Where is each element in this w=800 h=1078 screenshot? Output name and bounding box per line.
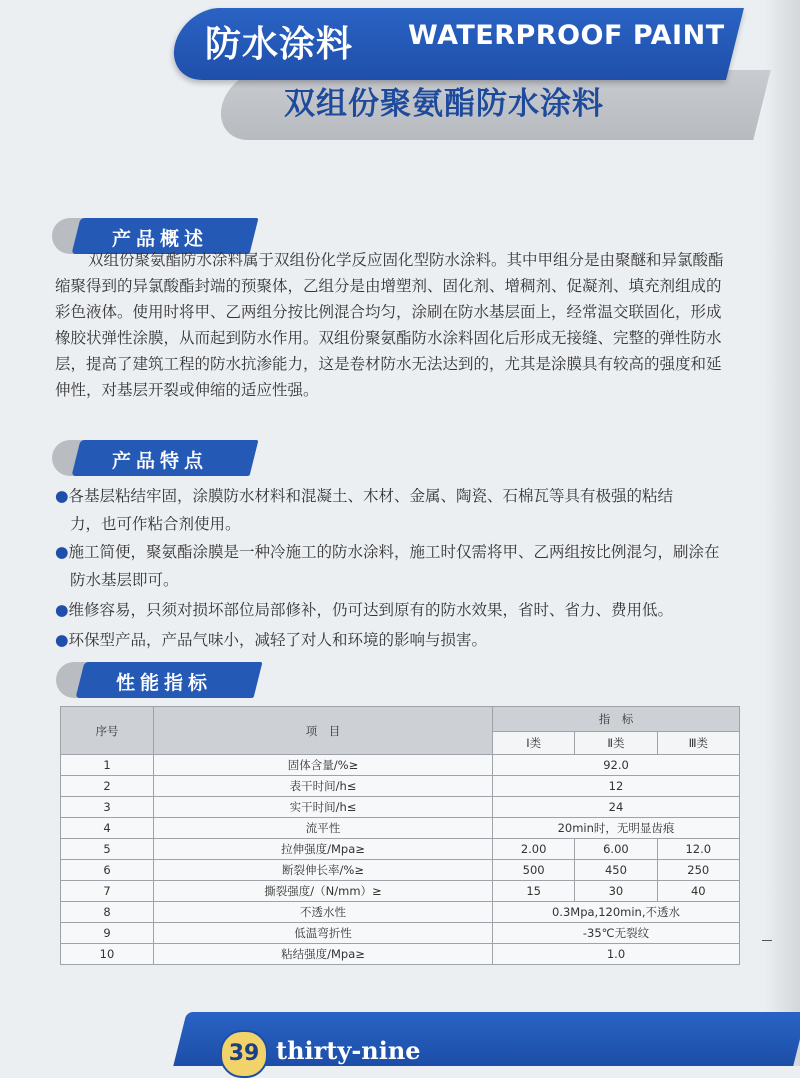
- cell-no: 9: [61, 923, 154, 944]
- cell-item: 低温弯折性: [154, 923, 493, 944]
- table-row: [61, 839, 740, 860]
- cell-grade-2: 6.00: [575, 839, 657, 860]
- page-number-badge: 39: [220, 1030, 268, 1078]
- cell-item: 流平性: [154, 818, 493, 839]
- page-edge-shadow: [764, 0, 800, 1066]
- cell-item: 拉伸强度/Mpa≥: [154, 839, 493, 860]
- overview-line-5: 层，提高了建筑工程的防水抗渗能力，这是卷材防水无法达到的，尤其是涂膜具有较高的强度和延: [55, 355, 722, 373]
- overview-line-1: 双组份聚氨酯防水涂料属于双组份化学反应固化型防水涂料。其中甲组分是由聚醚和异氯酸酯: [88, 251, 724, 269]
- cell-item: 实干时间/h≤: [154, 797, 493, 818]
- table-row: [61, 902, 740, 923]
- bullet-icon: ●: [55, 631, 69, 649]
- header-no: 序号: [61, 707, 154, 755]
- overview-line-3: 彩色液体。使用时将甲、乙两组分按比例混合均匀，涂刷在防水基层面上，经常温交联固化，形成: [55, 303, 722, 321]
- feature-item-4: [55, 626, 487, 654]
- feature-text: 维修容易，只须对损坏部位局部修补，仍可达到原有的防水效果，省时、省力、费用低。: [68, 601, 674, 619]
- cell-item: 固体含量/%≥: [154, 755, 493, 776]
- feature-text: 环保型产品，产品气味小，减轻了对人和环境的影响与损害。: [68, 631, 488, 649]
- title-chinese: 防水涂料: [205, 24, 354, 65]
- cell-value: 92.0: [493, 755, 740, 776]
- feature-item-1: [55, 482, 673, 510]
- feature-item-3: [55, 596, 673, 624]
- feature-text: 施工简便，聚氨酯涂膜是一种冷施工的防水涂料，施工时仅需将甲、乙两组按比例混匀，刷涂在: [68, 543, 720, 561]
- cell-value: 0.3Mpa,120min,不透水: [493, 902, 740, 923]
- bullet-icon: ●: [55, 543, 69, 561]
- cell-no: 4: [61, 818, 154, 839]
- header-index: 指 标: [493, 707, 740, 732]
- cell-item: 撕裂强度/（N/mm）≥: [154, 881, 493, 902]
- table-row: [61, 755, 740, 776]
- feature-text: 各基层粘结牢固，涂膜防水材料和混凝土、木材、金属、陶瓷、石棉瓦等具有极强的粘结: [68, 487, 674, 505]
- specs-table: [60, 706, 740, 965]
- overview-line-2: 缩聚得到的异氯酸酯封端的预聚体，乙组分是由增塑剂、固化剂、增稠剂、促凝剂、填充剂组成的: [55, 277, 722, 295]
- cell-value: -35℃无裂纹: [493, 923, 740, 944]
- header-item: 项 目: [154, 707, 493, 755]
- cell-grade-2: 30: [575, 881, 657, 902]
- cell-grade-2: 450: [575, 860, 657, 881]
- section-title-features: 产品特点: [112, 450, 209, 472]
- header-grade-3: Ⅲ类: [657, 732, 739, 755]
- table-row: [61, 776, 740, 797]
- cell-grade-3: 250: [657, 860, 739, 881]
- title-english: WATERPROOF PAINT: [408, 20, 725, 51]
- overview-line-6: 伸性，对基层开裂或伸缩的适应性强。: [55, 381, 319, 399]
- header-grade-1: Ⅰ类: [493, 732, 575, 755]
- cell-no: 8: [61, 902, 154, 923]
- table-row: [61, 797, 740, 818]
- section-title-overview: 产品概述: [112, 228, 209, 250]
- cell-value: 12: [493, 776, 740, 797]
- cell-grade-3: 12.0: [657, 839, 739, 860]
- product-subtitle: 双组份聚氨酯防水涂料: [284, 86, 604, 122]
- cell-grade-3: 40: [657, 881, 739, 902]
- table-row: [61, 944, 740, 965]
- table-row: [61, 881, 740, 902]
- page-edge-tick: [762, 940, 772, 941]
- table-header-row: [61, 707, 740, 732]
- cell-grade-1: 15: [493, 881, 575, 902]
- feature-item-2-cont: 防水基层即可。: [70, 571, 179, 589]
- cell-no: 1: [61, 755, 154, 776]
- cell-item: 断裂伸长率/%≥: [154, 860, 493, 881]
- table-row: [61, 818, 740, 839]
- bullet-icon: ●: [55, 487, 69, 505]
- table-row: [61, 923, 740, 944]
- cell-no: 7: [61, 881, 154, 902]
- cell-value: 1.0: [493, 944, 740, 965]
- page-number-word: thirty-nine: [276, 1036, 421, 1065]
- cell-no: 6: [61, 860, 154, 881]
- cell-no: 5: [61, 839, 154, 860]
- cell-grade-1: 2.00: [493, 839, 575, 860]
- cell-item: 不透水性: [154, 902, 493, 923]
- header-grade-2: Ⅱ类: [575, 732, 657, 755]
- cell-item: 粘结强度/Mpa≥: [154, 944, 493, 965]
- feature-item-1-cont: 力，也可作粘合剂使用。: [70, 515, 241, 533]
- cell-no: 3: [61, 797, 154, 818]
- cell-no: 10: [61, 944, 154, 965]
- overview-line-4: 橡胶状弹性涂膜，从而起到防水作用。双组份聚氨酯防水涂料固化后形成无接缝、完整的弹性防水: [55, 329, 722, 347]
- cell-value: 20min时，无明显齿痕: [493, 818, 740, 839]
- cell-value: 24: [493, 797, 740, 818]
- table-row: [61, 860, 740, 881]
- cell-no: 2: [61, 776, 154, 797]
- section-title-specs: 性能指标: [116, 672, 213, 694]
- bullet-icon: ●: [55, 601, 69, 619]
- cell-grade-1: 500: [493, 860, 575, 881]
- feature-item-2: [55, 538, 720, 566]
- cell-item: 表干时间/h≤: [154, 776, 493, 797]
